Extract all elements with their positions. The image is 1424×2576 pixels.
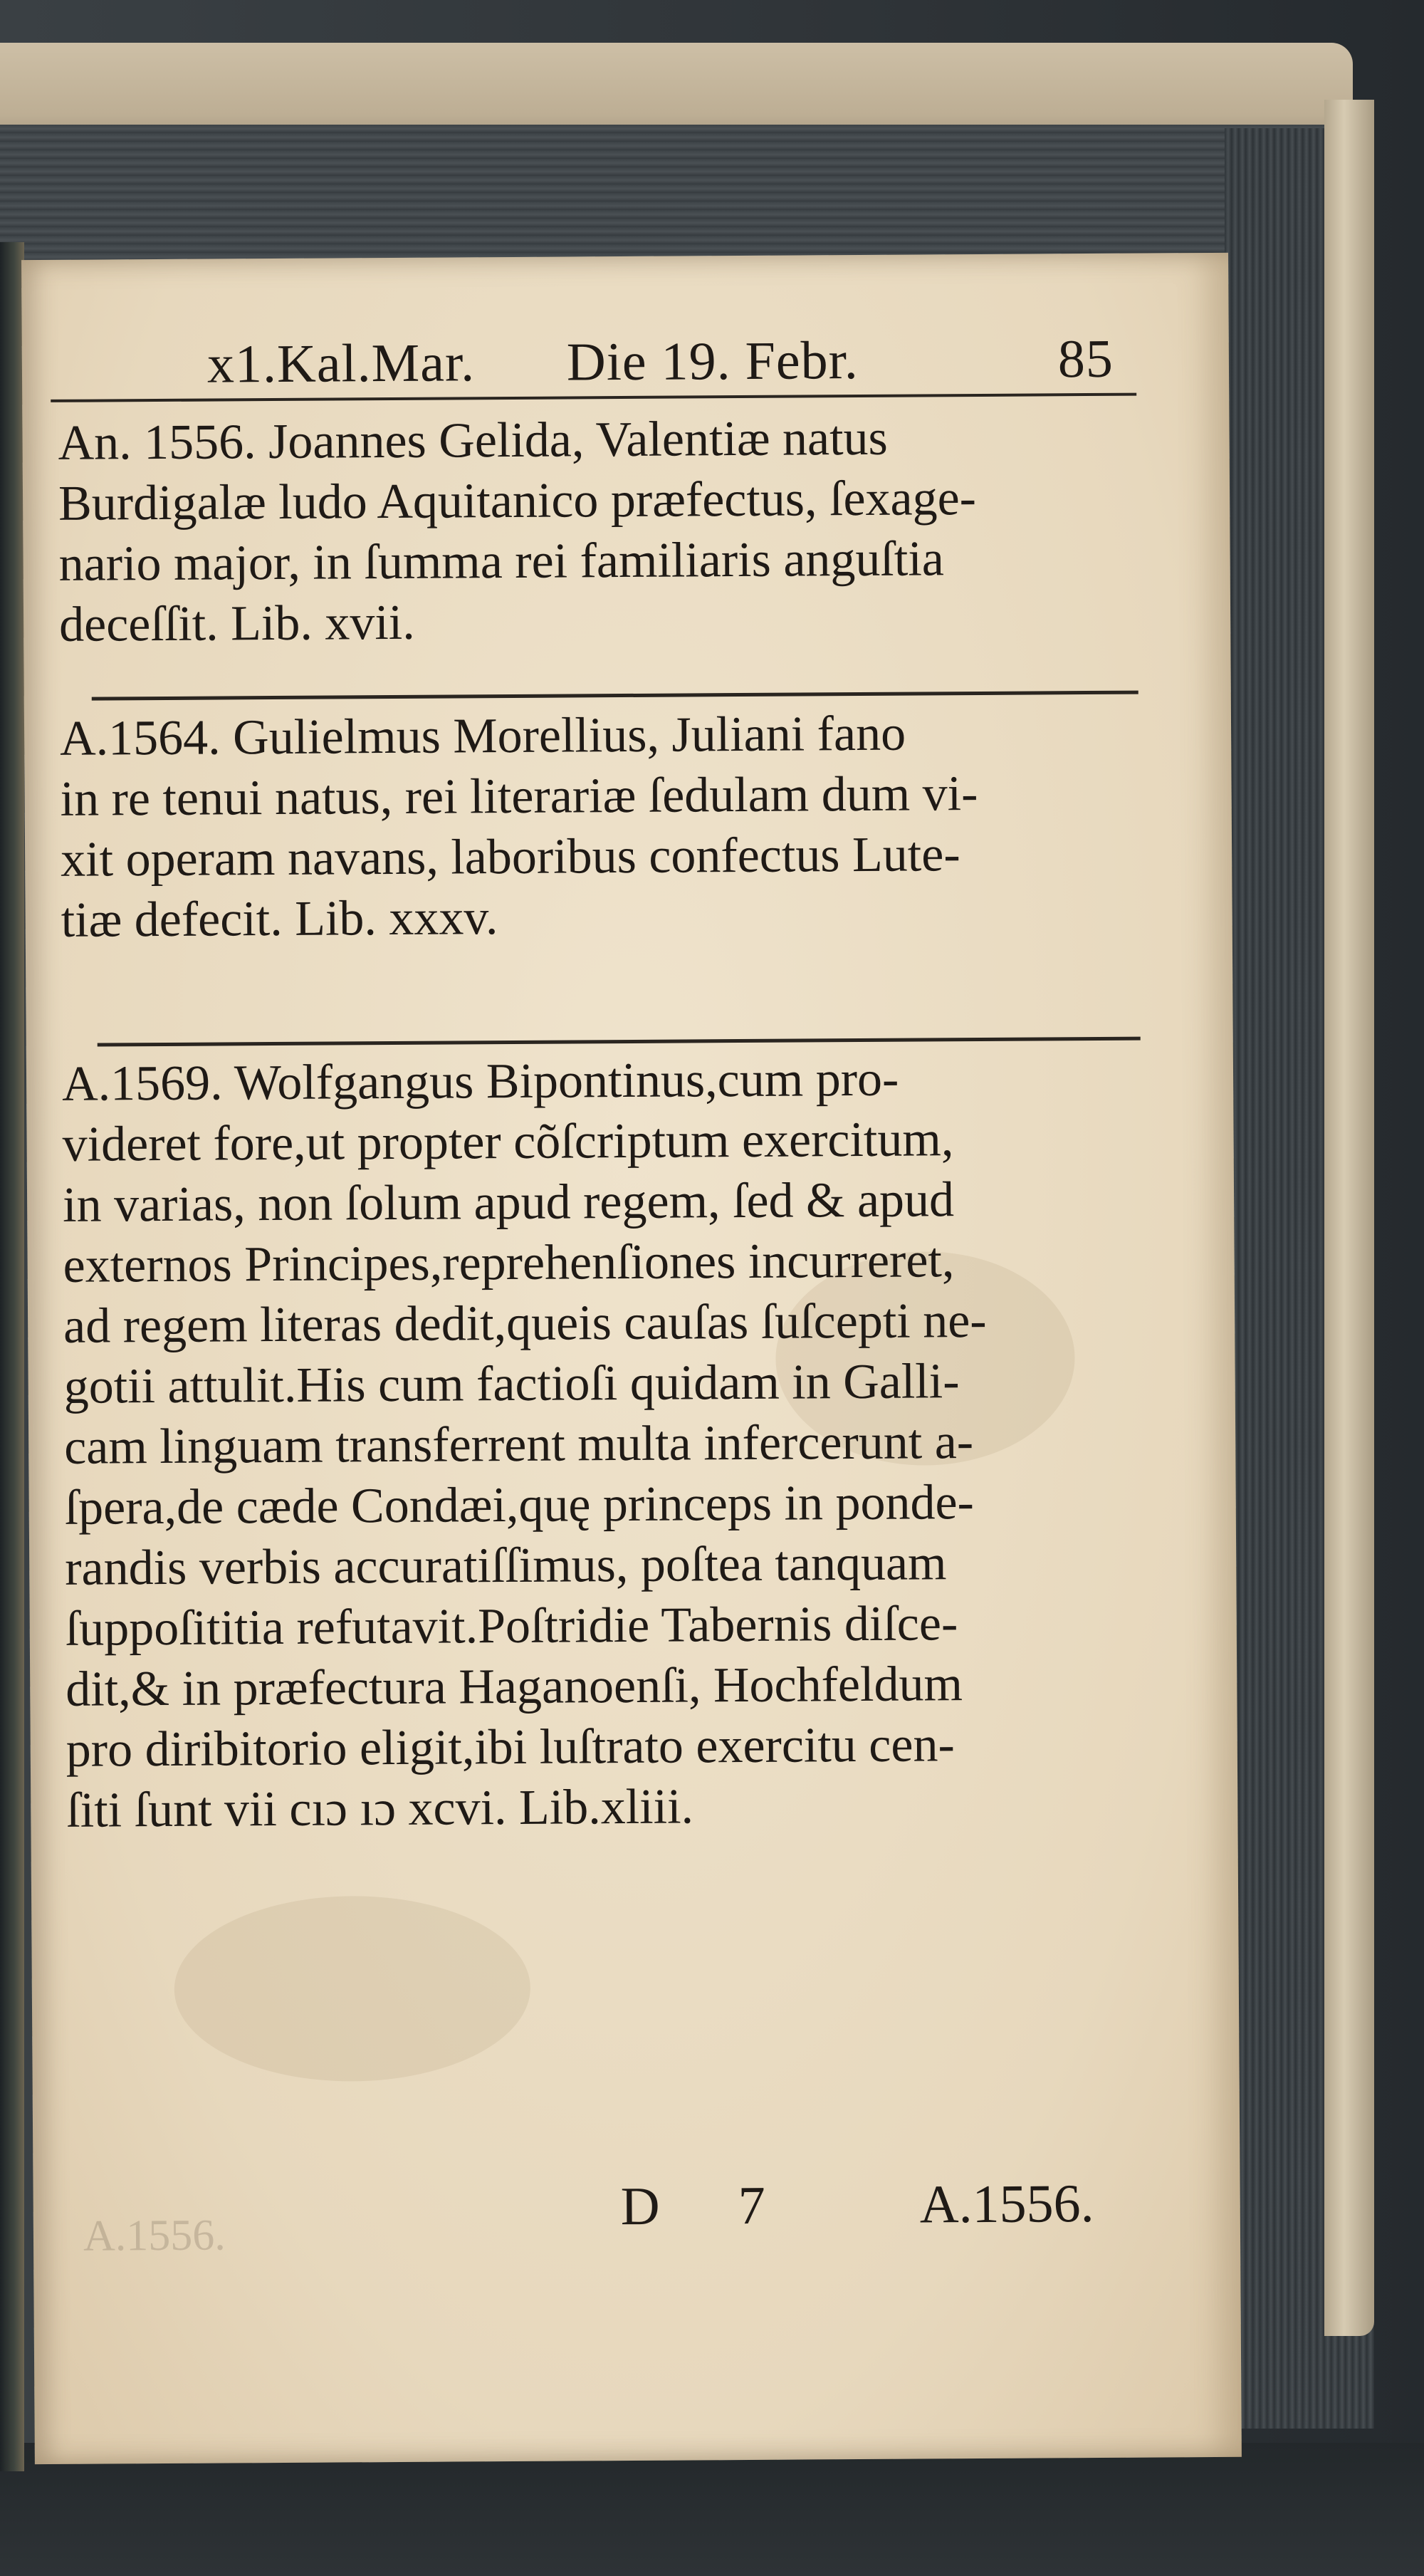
- text-line: randis verbis accuratiſſimus, poſtea tanquam: [65, 1535, 947, 1596]
- text-line: tiæ defecit. Lib. xxxv.: [61, 890, 498, 948]
- show-through-text: A.1556.: [83, 2211, 226, 2260]
- text-line: videret fore,ut propter cõſcriptum exercitum,: [62, 1112, 954, 1172]
- signature-number: 7: [738, 2175, 765, 2236]
- signature-mark: D: [620, 2176, 660, 2237]
- book-page: [21, 253, 1242, 2464]
- text-line: An. 1556. Joannes Gelida, Valentiæ natus: [58, 410, 889, 471]
- text-line: in re tenui natus, rei literariæ ſedulam dum vi-: [60, 766, 978, 827]
- text-line: deceſſit. Lib. xvii.: [58, 595, 415, 652]
- text-line: cam linguam transferrent multa infercerunt a-: [63, 1414, 974, 1475]
- text-line: ſiti ſunt vii cıɔ ıɔ xcvi. Lib.xliii.: [66, 1779, 694, 1838]
- text-line: xit operam navans, laboribus confectus Lute-: [60, 827, 960, 887]
- book-gutter: [0, 242, 24, 2471]
- paper-stain: [174, 1895, 531, 2082]
- text-line: ad regem literas dedit,queis cauſas ſuſcepti ne-: [63, 1293, 987, 1354]
- catchword: A.1556.: [919, 2174, 1094, 2235]
- entry-divider: [92, 691, 1138, 701]
- text-line: externos Principes,reprehenſiones incurreret,: [63, 1233, 955, 1293]
- text-line: nario major, in ſumma rei familiaris anguſtia: [58, 531, 945, 592]
- page-number: 85: [1057, 328, 1114, 390]
- book-back-cover: [1324, 100, 1374, 2336]
- text-line: ſuppoſititia refutavit.Poſtridie Tabernis diſce-: [65, 1596, 958, 1657]
- entry: [60, 702, 1151, 951]
- text-line: dit,& in præfectura Haganoenſi, Hochfeldum: [66, 1657, 963, 1717]
- text-line: gotii attulit.His cum factioſi quidam in Galli-: [63, 1354, 960, 1414]
- text-line: Burdigalæ ludo Aquitanico præfectus, ſexage-: [58, 470, 977, 531]
- entry-divider: [98, 1037, 1141, 1047]
- text-line: ſpera,de cæde Condæi,quę princeps in ponde-: [64, 1475, 975, 1535]
- text-line: A.1569. Wolfgangus Bipontinus,cum pro-: [61, 1051, 899, 1112]
- header-date-roman: x1.Kal.Mar.: [206, 333, 476, 395]
- entry: [62, 1048, 1156, 1841]
- text-line: A.1564. Gulielmus Morellius, Juliani fano: [59, 706, 906, 766]
- entry: [58, 407, 1148, 655]
- header-date: Die 19. Febr.: [566, 330, 859, 392]
- text-line: in varias, non ſolum apud regem, ſed & apud: [62, 1172, 955, 1233]
- text-line: pro diribitorio eligit,ibi luſtrato exercitu cen-: [66, 1717, 955, 1778]
